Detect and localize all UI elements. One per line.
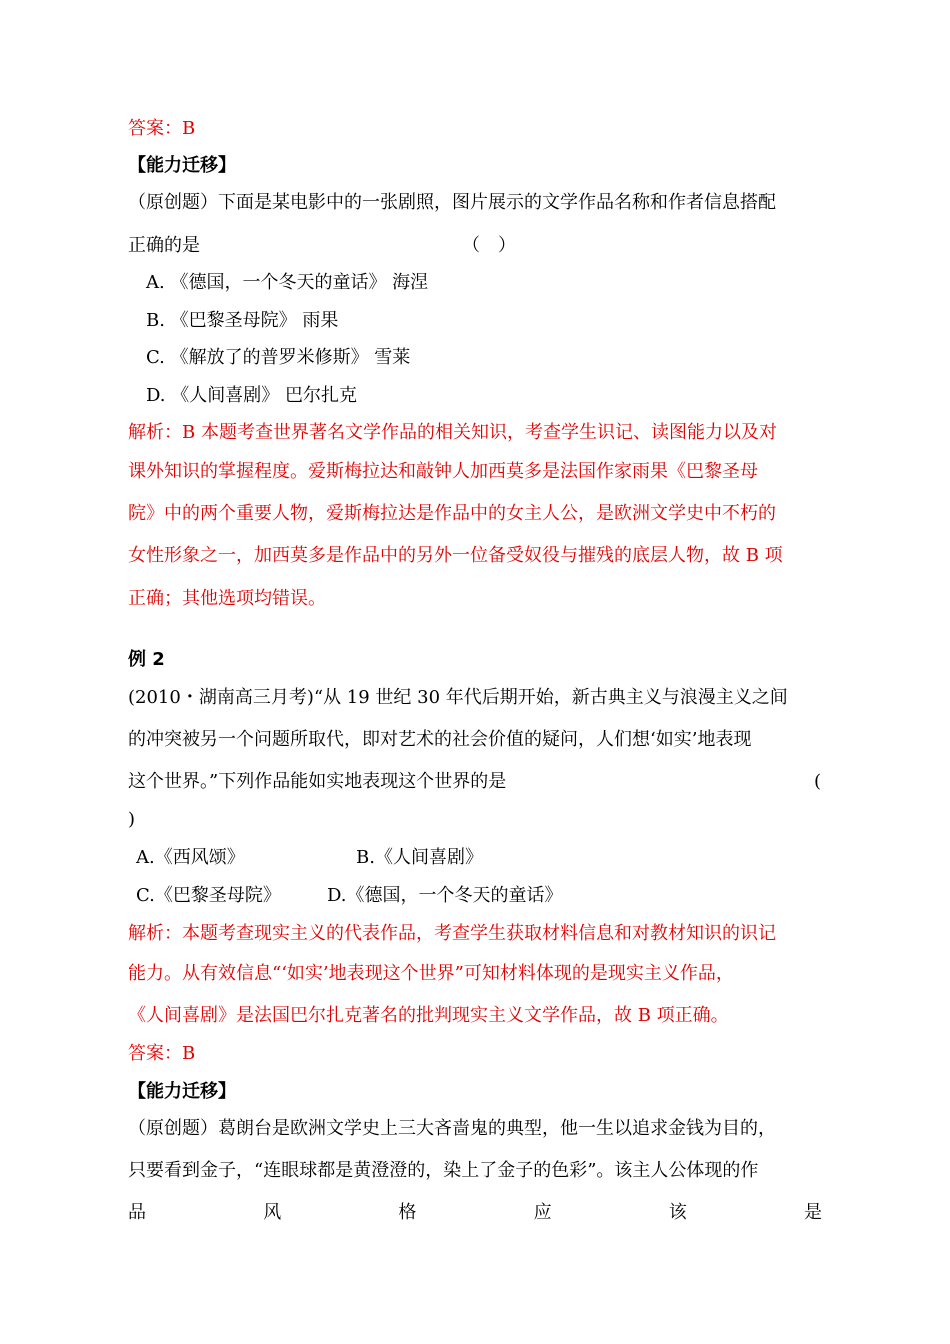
question-3-line-1: （原创题）葛朗台是欧洲文学史上三大吝啬鬼的典型，他一生以追求金钱为目的， — [128, 1118, 776, 1139]
justified-char: 应 — [533, 1202, 552, 1223]
analysis-1-line-3: 院》中的两个重要人物，爱斯梅拉达是作品中的女主人公，是欧洲文学史中不朽的 — [128, 503, 776, 524]
section-heading-1: 【能力迁移】 — [128, 155, 236, 176]
option-c-2: C.《巴黎圣母院》 — [136, 885, 281, 906]
analysis-1-line-1: 解析：B 本题考查世界著名文学作品的相关知识，考查学生识记、读图能力以及对 — [128, 422, 777, 443]
question-2-line-1: (2010・湖南高三月考)“从 19 世纪 30 年代后期开始，新古典主义与浪漫主义之间 — [128, 687, 788, 708]
answer-1: 答案：B — [128, 118, 196, 139]
question-2-line-3: 这个世界。”下列作品能如实地表现这个世界的是 — [128, 771, 507, 792]
section-heading-2: 【能力迁移】 — [128, 1081, 236, 1102]
question-1-line-2: 正确的是 — [128, 235, 200, 256]
option-d-1: D. 《人间喜剧》 巴尔扎克 — [146, 385, 357, 406]
question-3-line-2: 只要看到金子，“连眼球都是黄澄澄的，染上了金子的色彩”。该主人公体现的作 — [128, 1160, 759, 1181]
analysis-2-line-3: 《人间喜剧》是法国巴尔扎克著名的批判现实主义文学作品，故 B 项正确。 — [128, 1005, 729, 1026]
answer-2: 答案：B — [128, 1043, 196, 1064]
justified-char: 格 — [398, 1202, 417, 1223]
analysis-1-line-4: 女性形象之一，加西莫多是作品中的另外一位备受奴役与摧残的底层人物，故 B 项 — [128, 545, 783, 566]
justified-char: 品 — [128, 1202, 146, 1223]
question-3-line-3 — [128, 1201, 822, 1225]
option-d-2: D.《德国，一个冬天的童话》 — [327, 885, 563, 906]
answer-blank-2-open: ( — [814, 771, 822, 792]
justified-char: 该 — [668, 1202, 687, 1223]
justified-char: 是 — [803, 1202, 822, 1223]
option-a-1: A. 《德国，一个冬天的童话》 海涅 — [146, 272, 429, 293]
analysis-2-line-1: 解析：本题考查现实主义的代表作品，考查学生获取材料信息和对教材知识的识记 — [128, 923, 776, 944]
analysis-1-line-2: 课外知识的掌握程度。爱斯梅拉达和敲钟人加西莫多是法国作家雨果《巴黎圣母 — [128, 461, 758, 482]
analysis-1-line-5: 正确；其他选项均错误。 — [128, 588, 326, 609]
option-a-2: A.《西风颂》 — [136, 847, 245, 868]
question-1-line-1: （原创题）下面是某电影中的一张剧照，图片展示的文学作品名称和作者信息搭配 — [128, 192, 776, 213]
option-b-2: B.《人间喜剧》 — [356, 847, 483, 868]
answer-blank-1: （ ） — [462, 235, 516, 256]
justified-char: 风 — [263, 1202, 282, 1223]
example-title: 例 2 — [128, 649, 165, 670]
option-c-1: C. 《解放了的普罗米修斯》 雪莱 — [146, 347, 411, 368]
answer-blank-2-close: ) — [128, 809, 136, 830]
option-b-1: B. 《巴黎圣母院》 雨果 — [146, 310, 339, 331]
analysis-2-line-2: 能力。从有效信息“‘如实’地表现这个世界”可知材料体现的是现实主义作品， — [128, 963, 734, 984]
question-2-line-2: 的冲突被另一个问题所取代，即对艺术的社会价值的疑问，人们想‘如实’地表现 — [128, 729, 752, 750]
